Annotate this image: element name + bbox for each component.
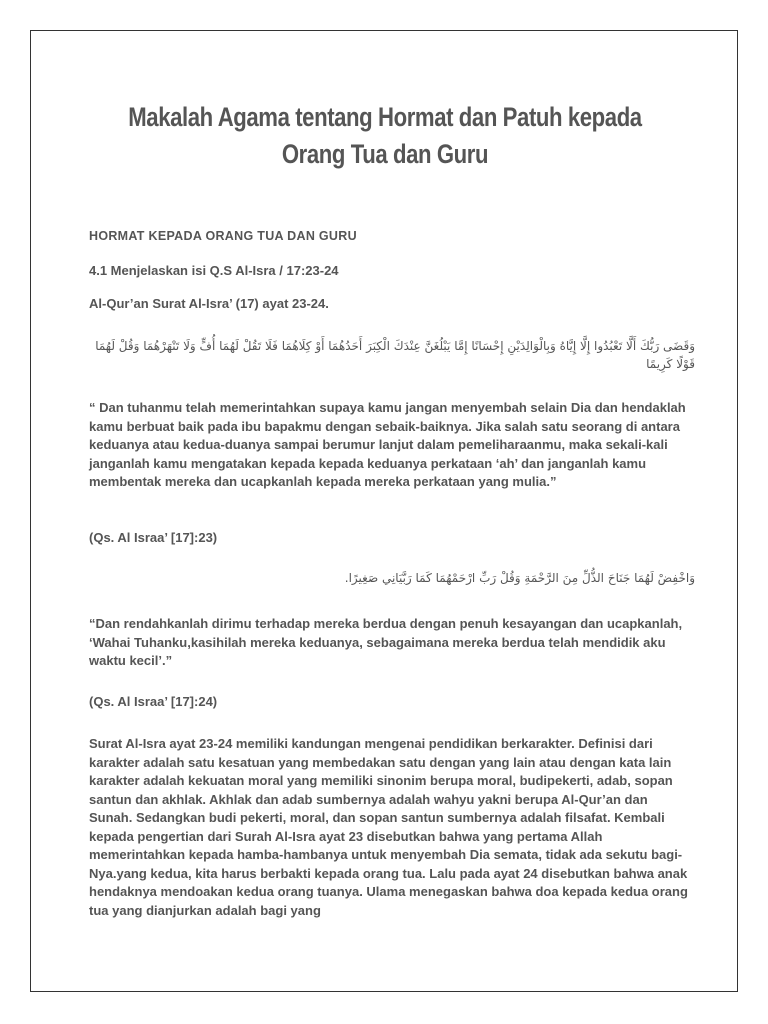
- translation-verse-23: “ Dan tuhanmu telah memerintahkan supaya kamu jangan menyembah selain Dia dan hendaklah kamu berbuat baik pada ibu bapakmu dengan sebaik-baiknya. Jika salah satu seorang di antara keduanya atau kedua-duanya sampai berumur lanjut dalam pemeliharaanmu, maka sekali-kali janganlah kamu mengatakan kepada kepada keduanya perkataan ‘ah’ dan janganlah kamu membentak mereka dan ucapkanlah kepada mereka perkataan yang mulia.”: [89, 400, 686, 489]
- citation-verse-23: (Qs. Al Israa’ [17]:23): [89, 530, 218, 545]
- surah-reference: Al-Qur’an Surat Al-Isra’ (17) ayat 23-24.: [89, 296, 329, 311]
- arabic-verse-23: وَقَضَى رَبُّكَ أَلَّا تَعْبُدُوا إِلَّا إِيَّاهُ وَبِالْوَالِدَيْنِ إِحْسَانًا إِمَّا يَبْلُغَنَّ عِنْدَكَ الْكِبَرَ أَحَدُهُمَا أَوْ كِلَاهُمَا فَلَا تَقُلْ لَهُمَا أُفٍّ وَلَا تَنْهَرْهُمَا وَقُلْ لَهُمَا قَوْلًا كَرِيمًا: [95, 339, 695, 371]
- body-paragraph: Surat Al-Isra ayat 23-24 memiliki kandungan mengenai pendidikan berkarakter. Definisi dari karakter adalah satu kesatuan yang membedakan satu dengan yang lain atau dengan kata lain karakter adalah kekuatan moral yang memiliki sinonim berupa moral, budipekerti, adab, sopan santun dan akhlak. Akhlak dan adab sumbernya adalah wahyu yakni berupa Al-Qur’an dan Sunah. Sedangkan budi pekerti, moral, dan sopan santun sumbernya adalah filsafat. Kembali kepada pengertian dari Surah Al-Isra ayat 23 disebutkan bahwa yang pertama Allah memerintahkan kepada hamba-hambanya untuk menyembah Dia semata, tidak ada sekutu bagi-Nya.yang kedua, kita harus berbakti kepada orang tua. Lalu pada ayat 24 disebutkan bahwa anak hendaknya mendoakan kedua orang tuanya. Ulama menegaskan bahwa doa kepada kedua orang tua yang dianjurkan adalah bagi yang: [89, 736, 688, 918]
- translation-verse-24: “Dan rendahkanlah dirimu terhadap mereka berdua dengan penuh kesayangan dan ucapkanlah, ‘Wahai Tuhanku,kasihilah mereka keduanya, sebagaimana mereka berdua telah mendidik aku waktu kecil’.”: [89, 616, 683, 668]
- document-title: Makalah Agama tentang Hormat dan Patuh kepada Orang Tua dan Guru: [128, 102, 642, 169]
- subsection-title: 4.1 Menjelaskan isi Q.S Al-Isra / 17:23-24: [89, 263, 339, 278]
- citation-verse-24: (Qs. Al Israa’ [17]:24): [89, 694, 218, 709]
- section-heading: HORMAT KEPADA ORANG TUA DAN GURU: [89, 229, 357, 243]
- document-page: [30, 30, 738, 992]
- arabic-verse-24: وَاخْفِضْ لَهُمَا جَنَاحَ الذُّلِّ مِنَ الرَّحْمَةِ وَقُلْ رَبِّ ارْحَمْهُمَا كَمَا رَبَّيَانِي صَغِيرًا.: [344, 571, 695, 585]
